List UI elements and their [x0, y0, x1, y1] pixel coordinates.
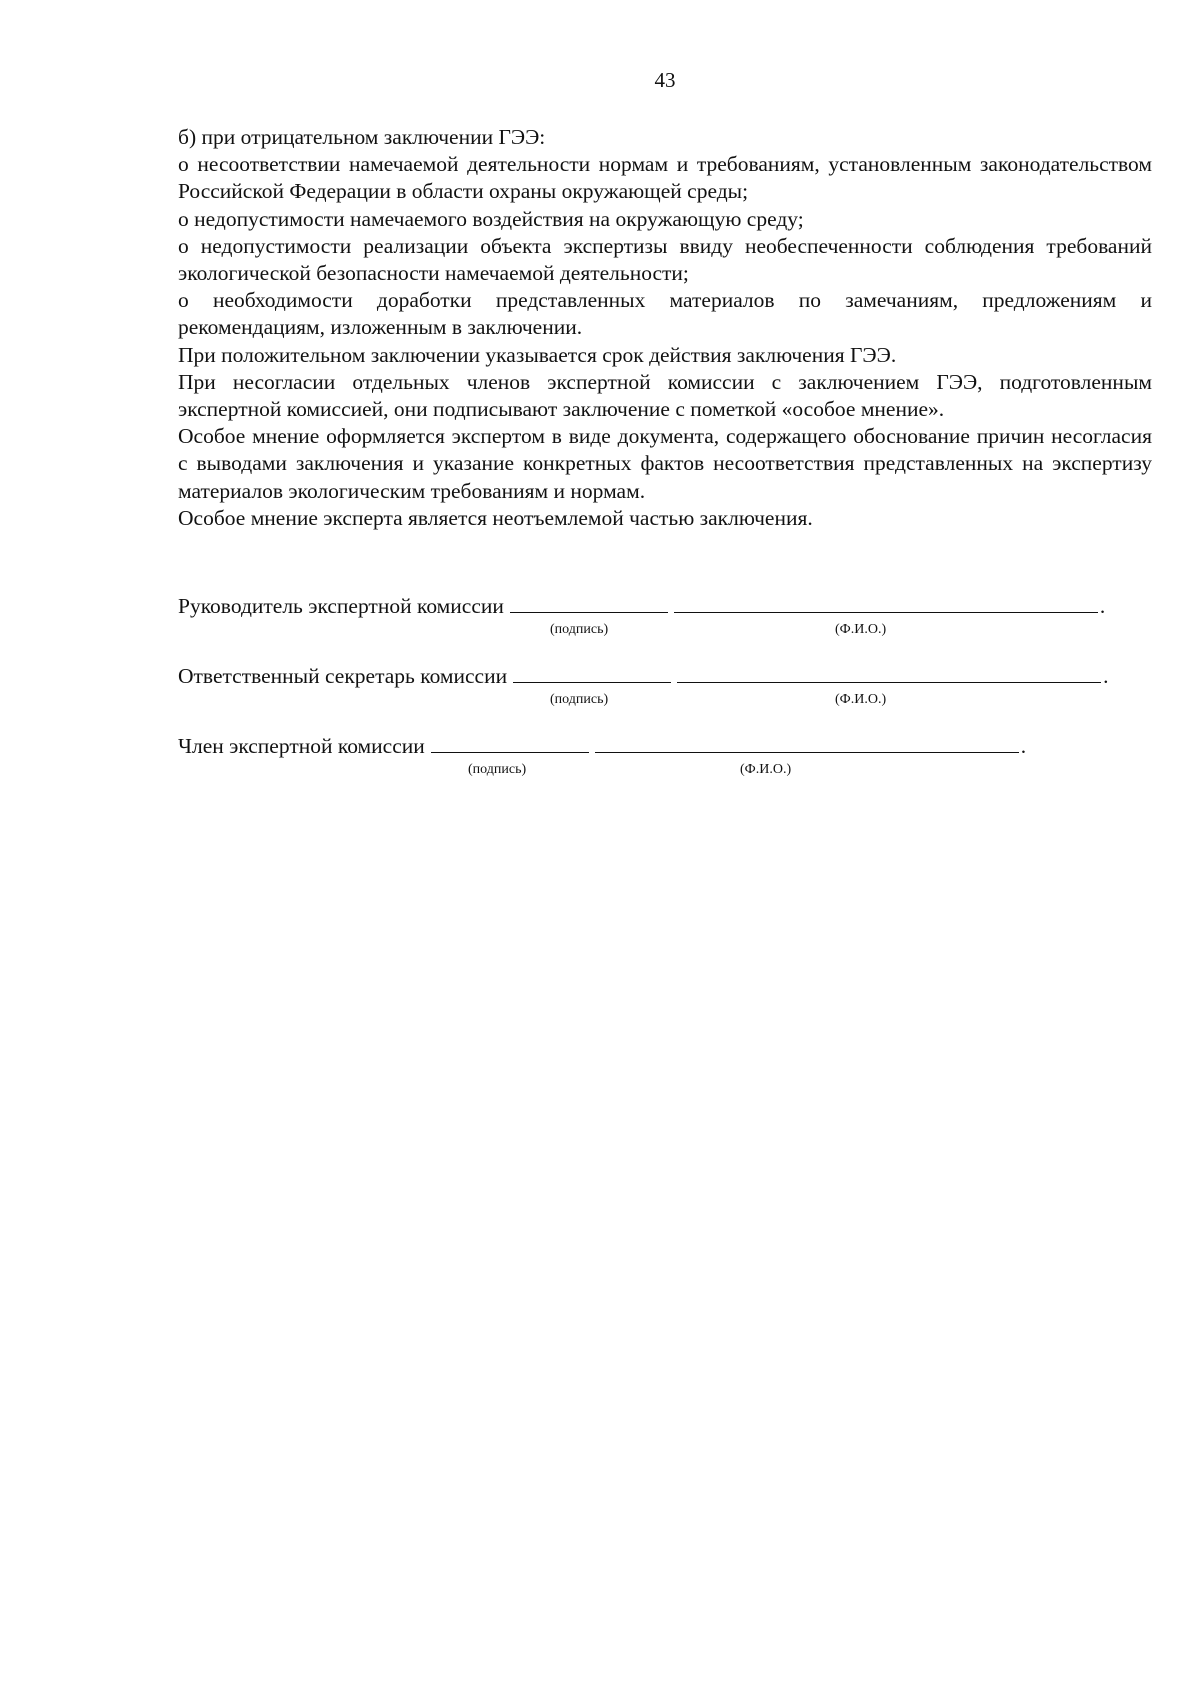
- name-blank[interactable]: [595, 732, 1019, 753]
- signature-end-mark: .: [1099, 594, 1106, 618]
- signature-end-mark: .: [1103, 664, 1109, 688]
- signature-caption: (подпись): [550, 622, 609, 637]
- paragraph-special-opinion-form: Особое мнение оформляется экспертом в виде документа, содержащего обоснование причин несогласия с выводами заключения и указание конкретных фактов несоответствия представленных на экспертизу материалов экологическим требованиям и нормам.: [178, 424, 1152, 503]
- paragraph-inadmissible-implementation: о недопустимости реализации объекта экспертизы ввиду необеспеченности соблюдения требований экологической безопасности намечаемой деятельности;: [178, 233, 1152, 286]
- signature-title: Руководитель экспертной комиссии: [178, 594, 504, 618]
- document-body: [178, 124, 1152, 532]
- page-number: 43: [654, 68, 676, 92]
- signature-end-mark: .: [1020, 734, 1027, 758]
- signature-line: [178, 592, 1158, 620]
- paragraph-special-opinion-part: Особое мнение эксперта является неотъемлемой частью заключения.: [178, 505, 813, 530]
- signature-caption: (подпись): [550, 692, 609, 707]
- signature-line: [178, 732, 1158, 760]
- paragraph-revision-needed: о необходимости доработки представленных материалов по замечаниям, предложениям и рекомендациям, изложенным в заключении.: [178, 288, 1152, 340]
- signature-line: [178, 662, 1158, 690]
- name-caption: (Ф.И.О.): [835, 622, 887, 637]
- signature-title: Член экспертной комиссии: [178, 734, 425, 758]
- signature-head: [178, 592, 1158, 662]
- paragraph-disagreement: При несогласии отдельных членов экспертной комиссии с заключением ГЭЭ, подготовленным экспертной комиссией, они подписывают заключение с пометкой «особое мнение».: [178, 369, 1152, 422]
- paragraph-negative-conclusion: б) при отрицательном заключении ГЭЭ:: [178, 125, 546, 149]
- signature-title: Ответственный секретарь комиссии: [178, 664, 508, 688]
- name-caption: (Ф.И.О.): [740, 762, 792, 777]
- signature-section: [178, 592, 1158, 802]
- name-blank[interactable]: [674, 592, 1098, 613]
- name-caption: (Ф.И.О.): [835, 692, 887, 707]
- signature-member: [178, 732, 1158, 802]
- signature-secretary: [178, 662, 1158, 732]
- signature-blank[interactable]: [510, 592, 668, 613]
- name-blank[interactable]: [677, 662, 1101, 683]
- paragraph-inadmissible-impact: о недопустимости намечаемого воздействия на окружающую среду;: [178, 206, 804, 231]
- signature-blank[interactable]: [513, 662, 671, 683]
- paragraph-noncompliance: о несоответствии намечаемой деятельности нормам и требованиям, установленным законодательством Российской Федерации в области охраны окружающей среды;: [178, 152, 1152, 204]
- signature-blank[interactable]: [431, 732, 589, 753]
- paragraph-positive-conclusion: При положительном заключении указывается срок действия заключения ГЭЭ.: [178, 342, 897, 367]
- signature-caption: (подпись): [468, 762, 527, 777]
